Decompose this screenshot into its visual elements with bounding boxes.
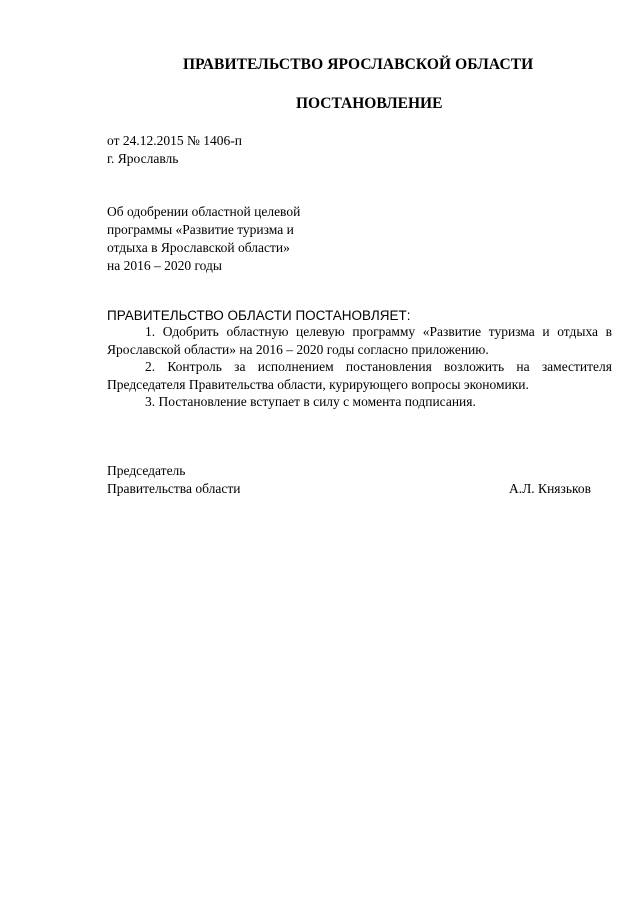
signature-position-line2: Правительства области — [107, 480, 241, 496]
government-title: ПРАВИТЕЛЬСТВО ЯРОСЛАВСКОЙ ОБЛАСТИ — [183, 56, 534, 73]
subject-line: программы «Развитие туризма и — [107, 222, 294, 237]
document-type-title: ПОСТАНОВЛЕНИЕ — [296, 95, 443, 112]
resolution-item: 3. Постановление вступает в силу с момента подписания. — [145, 394, 476, 409]
subject-line: отдыха в Ярославской области» — [107, 240, 290, 255]
resolves-heading: ПРАВИТЕЛЬСТВО ОБЛАСТИ ПОСТАНОВЛЯЕТ: — [107, 308, 411, 323]
resolution-item: 2. Контроль за исполнением постановления возложить на заместителя Председателя Правительства области, курирующего вопросы экономики. — [107, 359, 612, 392]
date-number: от 24.12.2015 № 1406-п — [107, 133, 242, 148]
signature-row — [107, 480, 591, 498]
city: г. Ярославль — [107, 151, 179, 166]
subject-line: на 2016 – 2020 годы — [107, 258, 222, 273]
signer-name: А.Л. Князьков — [509, 480, 591, 496]
signature-block — [107, 462, 591, 497]
resolution-item: 1. Одобрить областную целевую программу «Развитие туризма и отдыха в Ярославской области» на 2016 – 2020 годы согласно приложению. — [107, 324, 612, 357]
signature-position-line1: Председатель — [107, 463, 186, 478]
resolution-items — [107, 323, 612, 411]
subject-line: Об одобрении областной целевой — [107, 204, 301, 219]
document-subject — [107, 203, 300, 275]
